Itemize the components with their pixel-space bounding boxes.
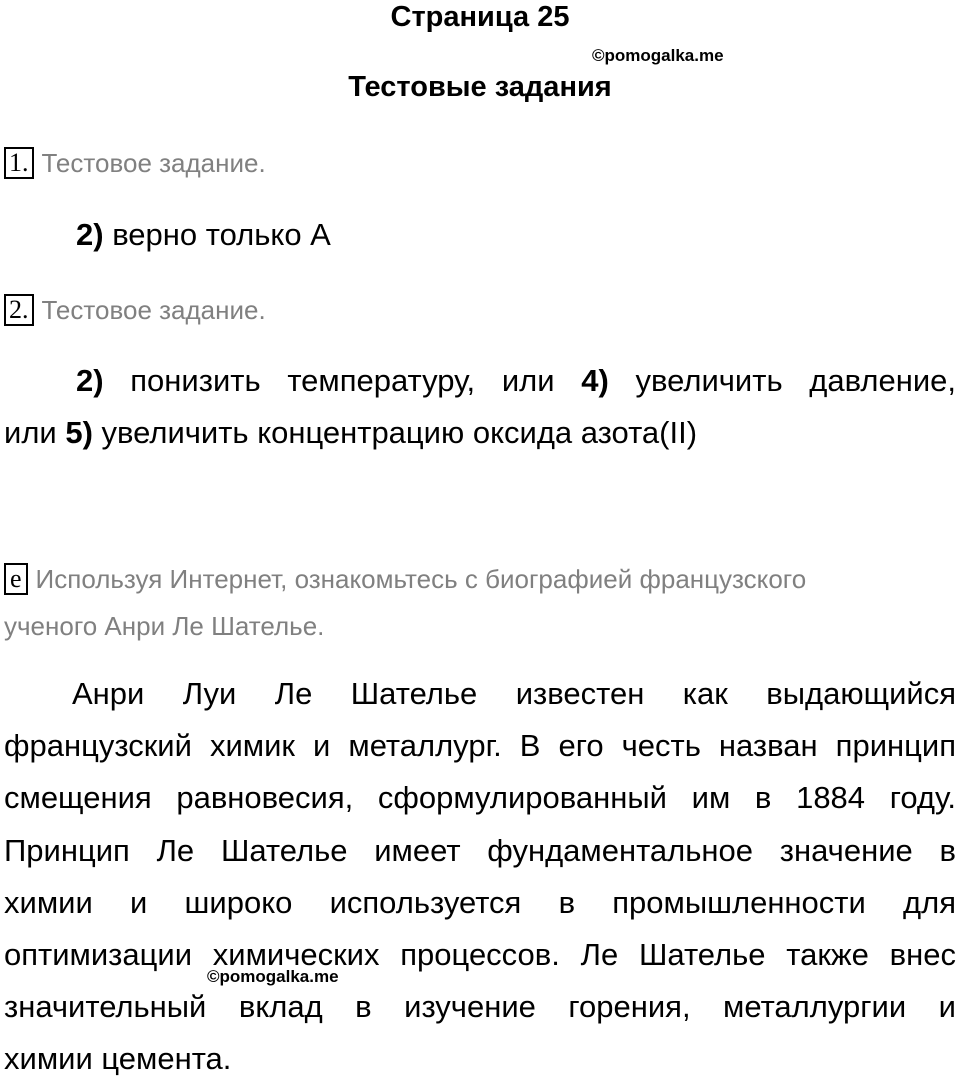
answer-2 <box>4 355 956 459</box>
paragraph-line: значительный вклад в изучение горения, металлургии и <box>4 989 956 1025</box>
task-text-continued: ученого Анри Ле Шателье. <box>4 611 325 641</box>
task-e <box>4 561 806 595</box>
task-number-box: 1. <box>4 147 34 179</box>
answer-number: 4) <box>581 363 609 398</box>
task-number: 2 <box>9 295 22 325</box>
paragraph-line: Анри Луи Ле Шателье известен как выдающийся <box>72 676 956 711</box>
task-text: Тестовое задание. <box>41 295 266 326</box>
task-number: 1 <box>9 148 22 178</box>
answer-1 <box>76 209 331 261</box>
answer-text: понизить температуру, или <box>103 363 582 398</box>
answer-text: или <box>4 415 66 450</box>
task-1 <box>4 145 266 179</box>
task-text: Тестовое задание. <box>41 148 266 179</box>
task-text: Используя Интернет, ознакомьтесь с биографией французского <box>35 564 807 595</box>
answer-paragraph <box>4 668 956 1086</box>
paragraph-line: оптимизации химических процессов. Ле Шателье также внес <box>4 937 956 973</box>
paragraph-line: Принцип Ле Шателье имеет фундаментальное значение в <box>4 832 956 868</box>
answer-line <box>4 407 956 459</box>
answer-text: увеличить давление, <box>608 363 956 398</box>
page-title: Страница 25 <box>390 1 570 33</box>
paragraph-line: смещения равновесия, сформулированный им в 1884 году. <box>4 780 956 816</box>
paragraph-line: французский химик и металлург. В его честь назван принцип <box>4 728 956 764</box>
answer-text: увеличить концентрацию оксида азота(II) <box>92 415 698 450</box>
answer-line <box>4 355 956 407</box>
task-number-box: 2. <box>4 294 34 326</box>
task-number: е <box>10 564 22 594</box>
answer-text: верно только А <box>103 217 331 252</box>
answer-number: 2) <box>76 363 104 398</box>
answer-number: 5) <box>65 415 93 450</box>
paragraph-line: химии цемента. <box>4 1041 232 1077</box>
watermark-top: ©pomogalka.me <box>592 46 724 65</box>
task-number-box <box>4 563 28 595</box>
task-2 <box>4 292 266 326</box>
paragraph-line: химии и широко используется в промышленности для <box>4 884 956 920</box>
section-title: Тестовые задания <box>348 71 612 103</box>
answer-number: 2) <box>76 217 104 252</box>
watermark-bottom: ©pomogalka.me <box>207 967 339 986</box>
